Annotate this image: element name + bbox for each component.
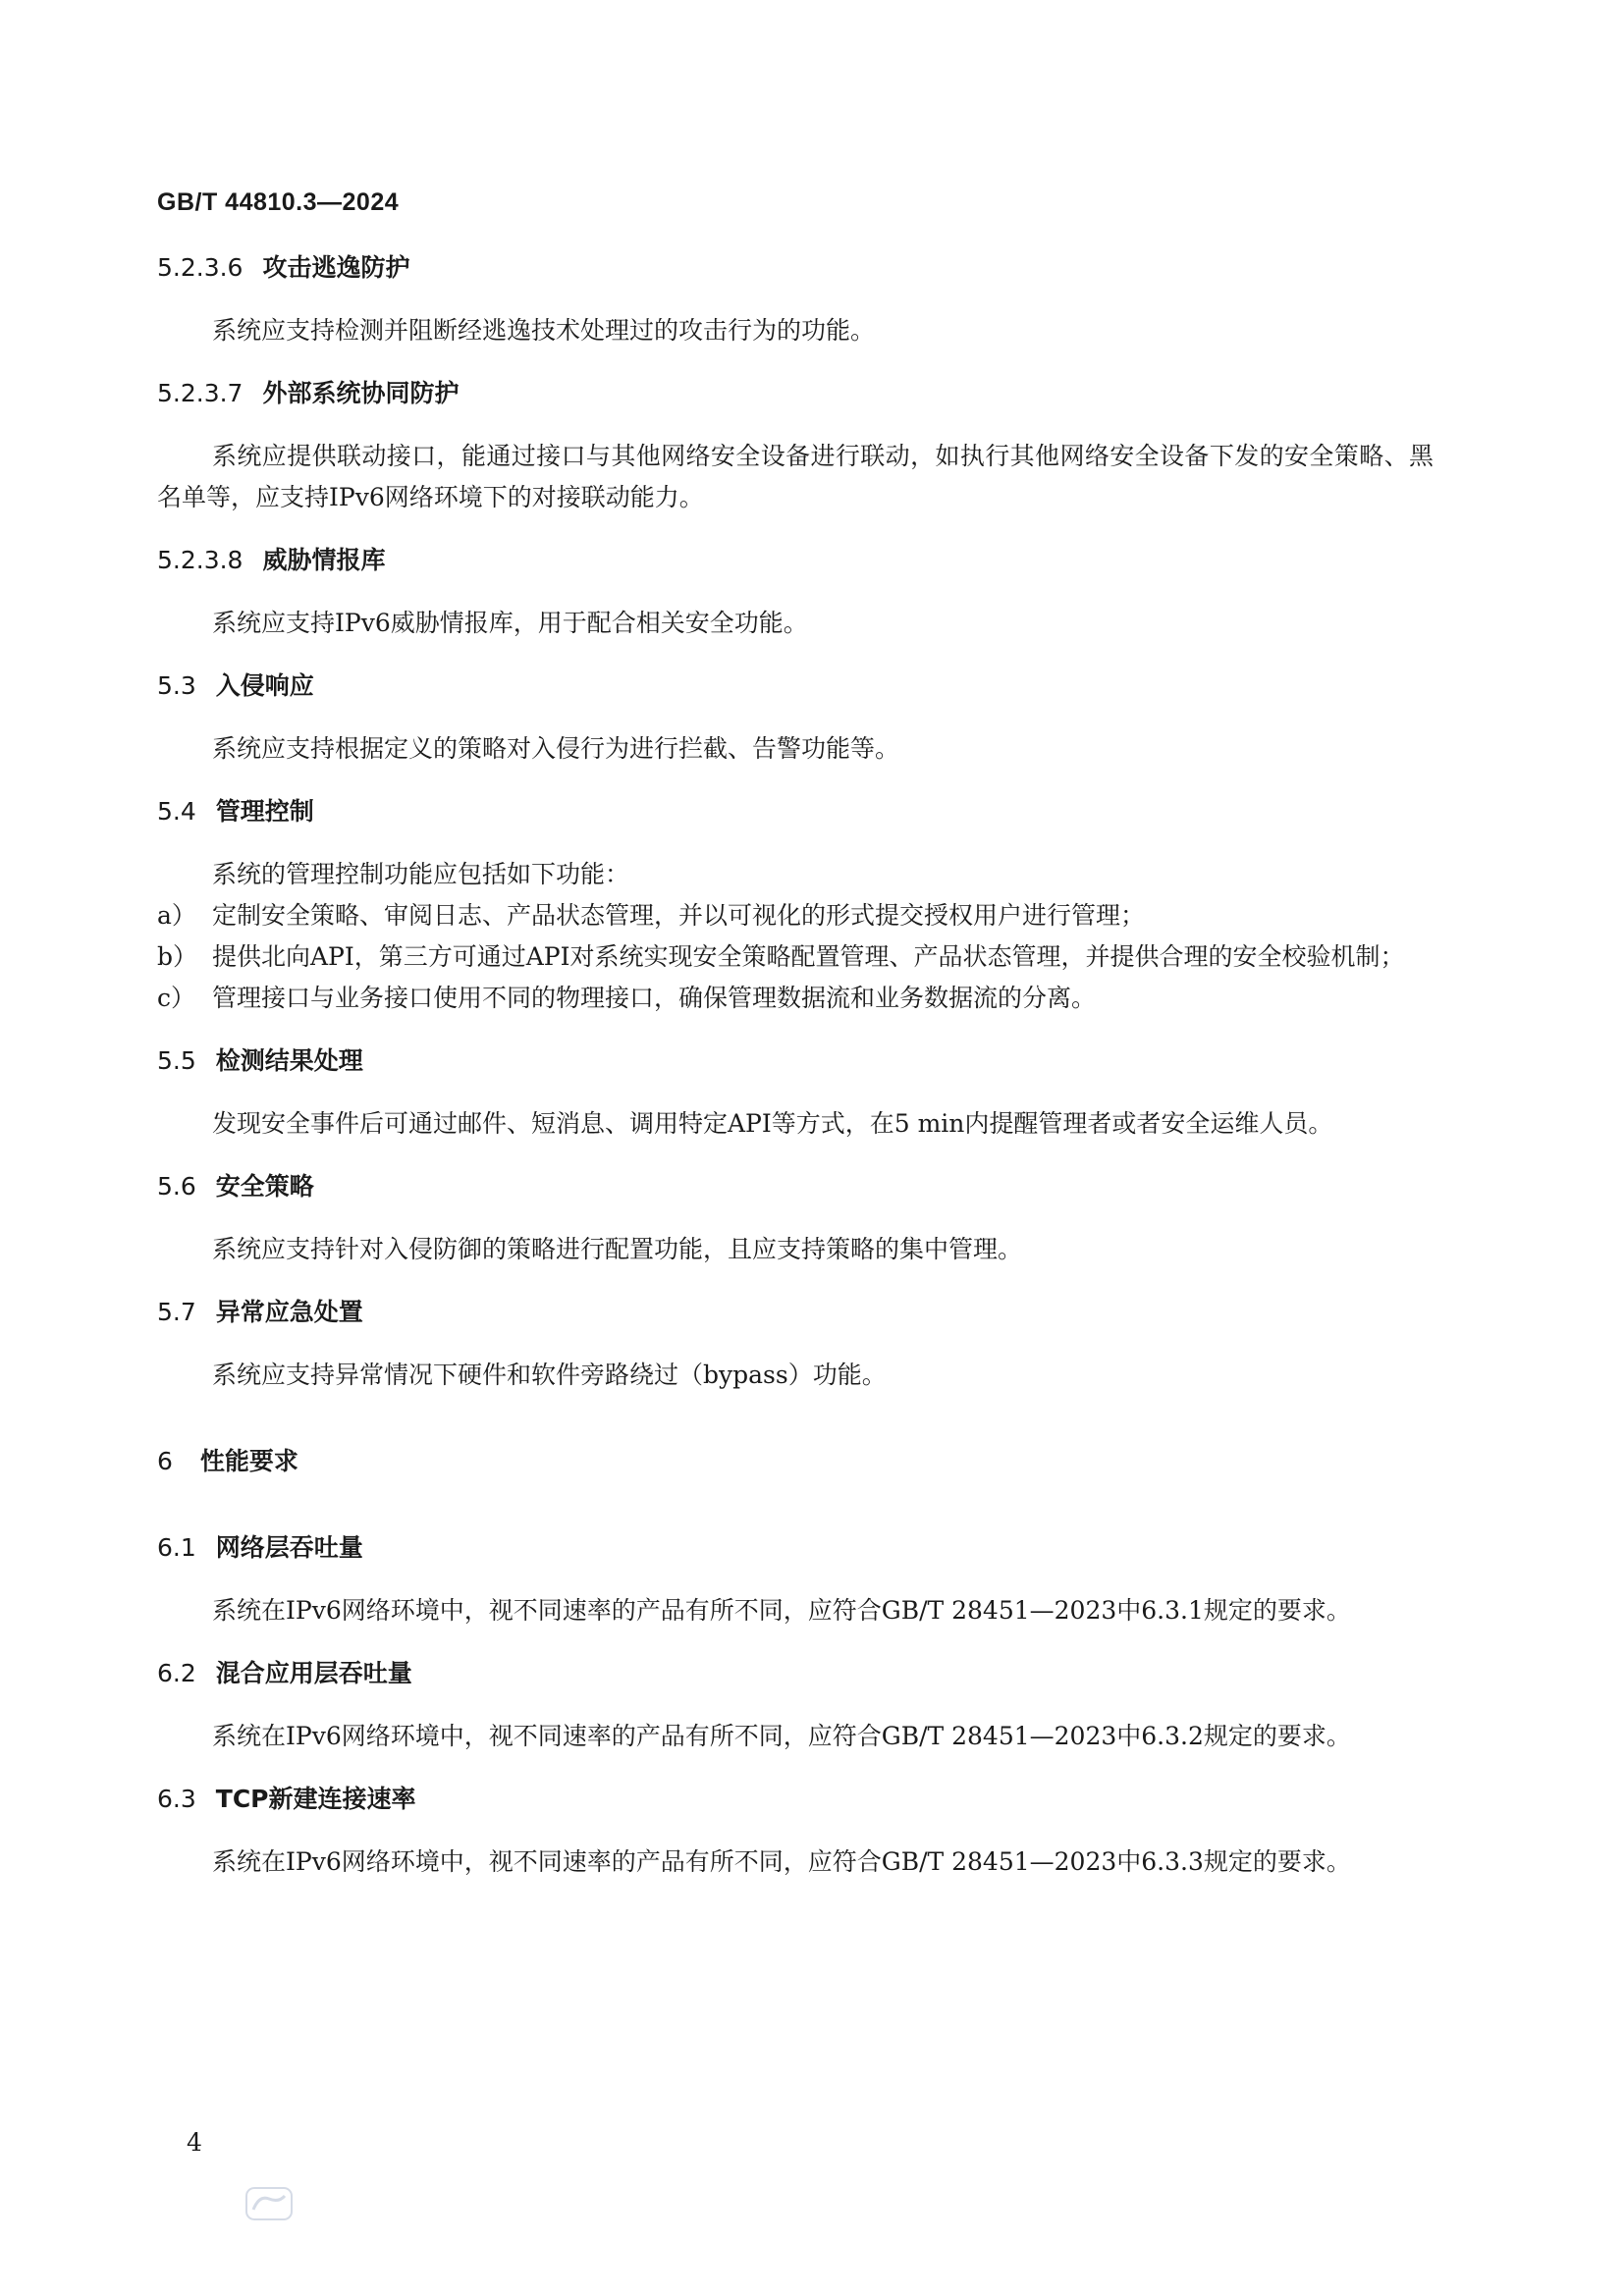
section-title: 威胁情报库 bbox=[262, 546, 386, 574]
list-item-text: 提供北向API，第三方可通过API对系统实现安全策略配置管理、产品状态管理，并提供合理的安全校验机制； bbox=[212, 942, 1405, 971]
section-number: 6.2 bbox=[157, 1659, 196, 1687]
section-heading-5-4 bbox=[157, 791, 1434, 832]
paragraph: 系统应支持针对入侵防御的策略进行配置功能，且应支持策略的集中管理。 bbox=[212, 1235, 1023, 1263]
section-heading-5-2-3-7 bbox=[157, 373, 1434, 414]
section-title: 检测结果处理 bbox=[215, 1046, 363, 1075]
section-title: 攻击逃逸防护 bbox=[262, 253, 410, 282]
standard-code: GB/T 44810.3—2024 bbox=[157, 188, 400, 216]
page-number: 4 bbox=[187, 2128, 202, 2157]
list-item bbox=[157, 936, 1434, 978]
section-heading-6-3 bbox=[157, 1779, 1434, 1820]
paragraph: 系统在IPv6网络环境中，视不同速率的产品有所不同，应符合GB/T 28451—2023中6.3.3规定的要求。 bbox=[212, 1847, 1351, 1876]
section-number: 5.3 bbox=[157, 671, 196, 700]
section-heading-5-2-3-8 bbox=[157, 540, 1434, 581]
section-title: 网络层吞吐量 bbox=[215, 1533, 363, 1562]
list-item bbox=[157, 978, 1434, 1019]
list-intro: 系统的管理控制功能应包括如下功能： bbox=[212, 860, 630, 888]
section-number: 5.6 bbox=[157, 1172, 196, 1201]
paragraph: 系统应支持根据定义的策略对入侵行为进行拦截、告警功能等。 bbox=[212, 734, 900, 763]
section-number: 5.5 bbox=[157, 1046, 196, 1075]
section-number: 5.2.3.7 bbox=[157, 379, 244, 407]
section-heading-6-2 bbox=[157, 1653, 1434, 1694]
list-item-text: 管理接口与业务接口使用不同的物理接口，确保管理数据流和业务数据流的分离。 bbox=[212, 984, 1097, 1012]
section-title: 异常应急处置 bbox=[215, 1298, 363, 1326]
list-item-text: 定制安全策略、审阅日志、产品状态管理，并以可视化的形式提交授权用户进行管理； bbox=[212, 901, 1146, 930]
paragraph: 发现安全事件后可通过邮件、短消息、调用特定API等方式，在5 min内提醒管理者或者安全运维人员。 bbox=[212, 1109, 1333, 1138]
paragraph: 系统应支持异常情况下硬件和软件旁路绕过（bypass）功能。 bbox=[212, 1361, 887, 1389]
chapter-title: 性能要求 bbox=[199, 1447, 298, 1475]
section-title: 入侵响应 bbox=[215, 671, 314, 700]
section-title: 安全策略 bbox=[215, 1172, 314, 1201]
section-heading-6-1 bbox=[157, 1527, 1434, 1569]
section-number: 5.2.3.8 bbox=[157, 546, 244, 574]
list-item bbox=[157, 895, 1434, 936]
section-number: 5.2.3.6 bbox=[157, 253, 244, 282]
paragraph: 系统应支持IPv6威胁情报库，用于配合相关安全功能。 bbox=[212, 609, 808, 637]
section-number: 5.4 bbox=[157, 797, 196, 826]
section-number: 6.1 bbox=[157, 1533, 196, 1562]
chapter-heading-6 bbox=[157, 1441, 1434, 1482]
paragraph: 系统在IPv6网络环境中，视不同速率的产品有所不同，应符合GB/T 28451—2023中6.3.2规定的要求。 bbox=[212, 1722, 1351, 1750]
section-title: 管理控制 bbox=[215, 797, 314, 826]
section-number: 6.3 bbox=[157, 1785, 196, 1813]
paragraph: 系统应提供联动接口，能通过接口与其他网络安全设备进行联动，如执行其他网络安全设备下发的安全策略、黑名单等，应支持IPv6网络环境下的对接联动能力。 bbox=[157, 442, 1434, 511]
publisher-logo-icon bbox=[245, 2187, 293, 2220]
section-heading-5-7 bbox=[157, 1292, 1434, 1333]
section-number: 5.7 bbox=[157, 1298, 196, 1326]
section-heading-5-2-3-6 bbox=[157, 247, 1434, 289]
list-marker: a） bbox=[157, 901, 196, 930]
section-heading-5-3 bbox=[157, 666, 1434, 707]
section-title: TCP新建连接速率 bbox=[215, 1785, 416, 1813]
document-body bbox=[157, 247, 1434, 1883]
section-heading-5-6 bbox=[157, 1166, 1434, 1207]
section-title: 外部系统协同防护 bbox=[262, 379, 460, 407]
section-heading-5-5 bbox=[157, 1041, 1434, 1082]
list-marker: c） bbox=[157, 984, 196, 1012]
section-title: 混合应用层吞吐量 bbox=[215, 1659, 412, 1687]
paragraph: 系统在IPv6网络环境中，视不同速率的产品有所不同，应符合GB/T 28451—2023中6.3.1规定的要求。 bbox=[212, 1596, 1351, 1625]
chapter-number: 6 bbox=[157, 1447, 173, 1475]
list-marker: b） bbox=[157, 942, 198, 971]
requirement-list bbox=[157, 895, 1434, 1019]
paragraph: 系统应支持检测并阻断经逃逸技术处理过的攻击行为的功能。 bbox=[212, 316, 876, 345]
